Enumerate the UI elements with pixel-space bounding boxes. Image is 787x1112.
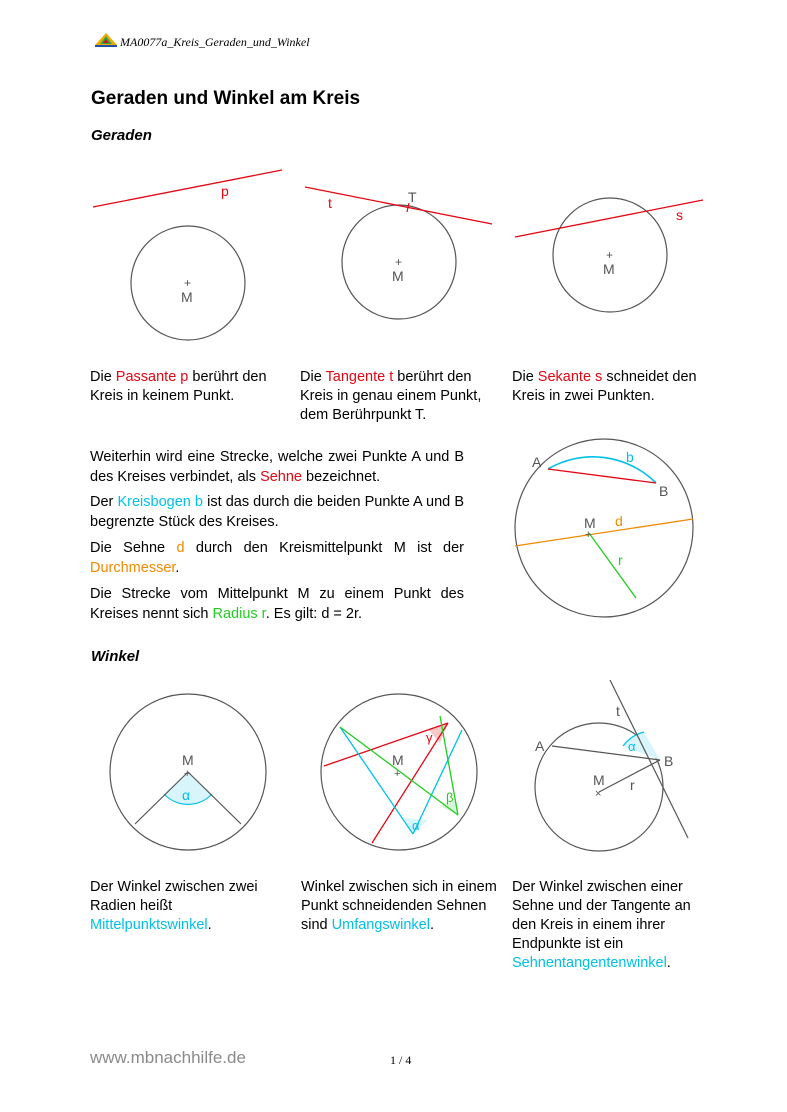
label-r: r [618,552,623,568]
label-M: M [392,268,404,284]
center-mark: + [606,248,614,262]
paragraph-bogen: Der Kreisbogen b ist das durch die beiden Punkte A und B begrenzte Stück des Kreises. [90,494,464,530]
center-mark: + [184,276,192,290]
chord-AB [548,469,656,483]
page-title: Geraden und Winkel am Kreis [91,88,361,109]
label-M: M [593,772,605,788]
label-B: B [659,483,669,499]
center-mark: + [184,768,191,780]
sekante-figure [515,198,703,312]
sehnentangentenwinkel-figure [535,680,688,851]
label-M: M [182,752,194,768]
umfangswinkel-figure [321,694,477,850]
label-A: A [532,454,542,470]
caption-umfangswinkel: Winkel zwischen sich in einem Punkt schneidenden Sehnen sind Umfangswinkel. [301,879,497,933]
label-t: t [328,195,332,211]
label-beta: β [446,790,454,805]
caption-mittelpunktswinkel: Der Winkel zwischen zwei Radien heißt Mittelpunktswinkel. [90,879,258,933]
radius-r [589,533,636,598]
footer-website: www.mbnachhilfe.de [90,1048,246,1067]
label-b: b [626,449,634,465]
label-gamma: γ [426,730,433,745]
document-id: MA0077a_Kreis_Geraden_und_Winkel [120,35,310,49]
caption-sehnentangentenwinkel: Der Winkel zwischen einer Sehne und der Tangente an den Kreis in einem ihrer Endpunkte ist ein Sehnentangentenwinkel. [512,879,691,971]
label-alpha: α [412,818,420,833]
passante-figure [93,170,282,340]
arc-b [548,457,656,483]
label-A: A [535,738,545,754]
paragraph-sehne: Weiterhin wird eine Strecke, welche zwei Punkte A und B des Kreises verbindet, als Sehne bezeichnet. [90,449,464,485]
caption-sekante: Die Sekante s schneidet den Kreis in zwei Punkten. [512,369,697,404]
label-M: M [603,261,615,277]
passante-line [93,170,282,207]
section-title-winkel: Winkel [91,648,140,665]
label-t: t [616,703,620,719]
label-s: s [676,207,683,223]
label-alpha: α [182,787,191,803]
tangente-line [305,187,492,224]
mittelpunktswinkel-figure [110,694,266,850]
caption-passante: Die Passante p berührt den Kreis in keinem Punkt. [90,369,267,404]
paragraph-radius: Die Strecke vom Mittelpunkt M zu einem Punkt des Kreises nennt sich Radius r. Es gilt: d = 2r. [90,586,464,622]
center-mark: + [585,529,592,541]
diameter-d [515,519,693,546]
center-mark: + [395,255,403,269]
sekante-line [515,200,703,237]
label-p: p [221,183,229,199]
label-M: M [392,752,404,768]
page-number: 1 / 4 [390,1053,412,1067]
label-M: M [181,289,193,305]
center-mark: + [394,768,401,780]
tangent-t [610,680,688,838]
tangente-figure [305,187,492,319]
paragraph-durchmesser: Die Sehne d durch den Kreismittelpunkt M ist der Durchmesser. [90,540,465,576]
label-d: d [615,513,623,529]
circle [515,439,693,617]
label-B: B [664,753,674,769]
sehne-figure [515,439,693,617]
chord-cyan-1 [340,727,413,834]
label-alpha: α [628,739,636,754]
label-T: T [408,189,417,205]
center-mark: × [595,788,602,800]
chord-cyan-2 [413,730,462,834]
label-r: r [630,777,635,793]
caption-tangente: Die Tangente t berührt den Kreis in genau einem Punkt, dem Berührpunkt T. [300,369,482,423]
label-M: M [584,515,596,531]
section-title-geraden: Geraden [91,127,152,144]
